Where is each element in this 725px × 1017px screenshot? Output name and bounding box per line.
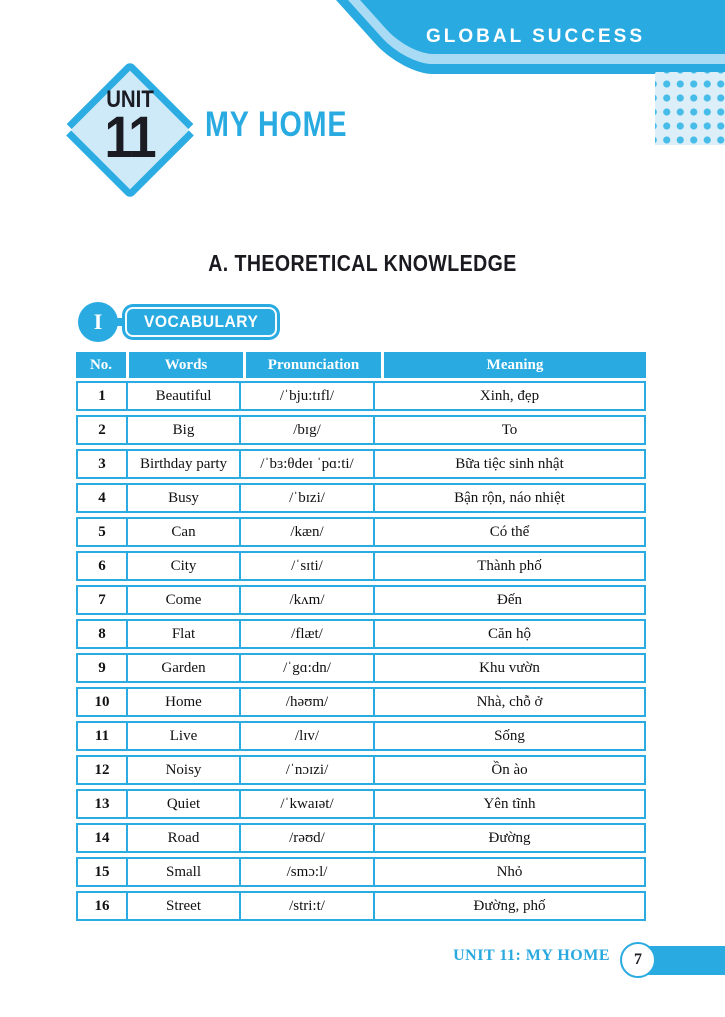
cell-meaning: Bận rộn, náo nhiệt [373, 485, 644, 511]
cell-no: 16 [94, 897, 110, 914]
brand-title: GLOBAL SUCCESS [425, 26, 645, 47]
cell-no: 11 [94, 727, 110, 744]
cell-word: Flat [126, 621, 239, 647]
table-row [76, 857, 646, 887]
cell-no: 15 [94, 863, 110, 880]
cell-word: Big [126, 417, 239, 443]
cell-pronunciation: /ˈbɜ:θdeɪ ˈpɑ:ti/ [239, 451, 373, 477]
cell-pronunciation: /smɔ:l/ [239, 859, 373, 885]
cell-word: City [126, 553, 239, 579]
vocab-table [76, 352, 646, 925]
cell-no: 1 [98, 387, 106, 404]
vocab-index-label: I [93, 309, 103, 334]
cell-word: Small [126, 859, 239, 885]
cell-pronunciation: /bɪg/ [239, 417, 373, 443]
unit-badge-label: UNIT [106, 86, 154, 113]
cell-no: 8 [98, 625, 106, 642]
page-number: 7 [634, 951, 642, 968]
cell-pronunciation: /kæn/ [239, 519, 373, 545]
cell-word: Busy [126, 485, 239, 511]
cell-no: 5 [98, 523, 106, 540]
cell-meaning: Ồn ào [373, 757, 644, 783]
cell-meaning: Đường, phố [373, 893, 644, 919]
cell-pronunciation: /ˈnɔɪzi/ [239, 757, 373, 783]
table-row [76, 687, 646, 717]
table-row [76, 721, 646, 751]
cell-no: 9 [98, 659, 106, 676]
vocab-index-badge [78, 302, 118, 342]
cell-pronunciation: /ˈbju:tɪfl/ [239, 383, 373, 409]
cell-pronunciation: /kʌm/ [239, 587, 373, 613]
cell-no: 13 [94, 795, 110, 812]
table-row [76, 585, 646, 615]
cell-no: 14 [94, 829, 110, 846]
cell-meaning: Đến [373, 587, 644, 613]
cell-meaning: Có thể [373, 519, 644, 545]
cell-meaning: Khu vườn [373, 655, 644, 681]
cell-word: Beautiful [126, 383, 239, 409]
cell-no: 6 [98, 557, 106, 574]
cell-word: Live [126, 723, 239, 749]
vocab-table-header [76, 352, 646, 378]
cell-pronunciation: /rəʊd/ [239, 825, 373, 851]
cell-no: 7 [98, 591, 106, 608]
footer-unit-label: UNIT 11: MY HOME [453, 947, 610, 964]
cell-pronunciation: /flæt/ [239, 621, 373, 647]
cell-word: Can [126, 519, 239, 545]
table-row [76, 755, 646, 785]
table-row [76, 789, 646, 819]
table-row [76, 483, 646, 513]
vocab-table-body [76, 381, 646, 921]
column-header-no: No. [76, 352, 126, 378]
cell-meaning: Nhỏ [373, 859, 644, 885]
dot-grid-decoration [655, 72, 725, 145]
cell-word: Road [126, 825, 239, 851]
cell-word: Birthday party [126, 451, 239, 477]
cell-pronunciation: /lɪv/ [239, 723, 373, 749]
unit-title: MY HOME [205, 105, 348, 144]
vocab-section-badge [122, 304, 280, 340]
cell-meaning: Căn hộ [373, 621, 644, 647]
table-row [76, 517, 646, 547]
cell-pronunciation: /ˈgɑ:dn/ [239, 655, 373, 681]
cell-meaning: Đường [373, 825, 644, 851]
cell-pronunciation: /həʊm/ [239, 689, 373, 715]
cell-pronunciation: /stri:t/ [239, 893, 373, 919]
cell-meaning: To [373, 417, 644, 443]
table-row [76, 823, 646, 853]
cell-no: 10 [94, 693, 110, 710]
table-row [76, 449, 646, 479]
cell-word: Noisy [126, 757, 239, 783]
cell-meaning: Xinh, đẹp [373, 383, 644, 409]
cell-pronunciation: /ˈsɪti/ [239, 553, 373, 579]
cell-word: Garden [126, 655, 239, 681]
table-row [76, 619, 646, 649]
table-row [76, 415, 646, 445]
cell-no: 2 [98, 421, 106, 438]
vocab-section-label: VOCABULARY [143, 312, 259, 331]
cell-meaning: Thành phố [373, 553, 644, 579]
cell-word: Home [126, 689, 239, 715]
cell-no: 3 [98, 455, 106, 472]
column-header-words: Words [129, 352, 243, 378]
cell-meaning: Bữa tiệc sinh nhật [373, 451, 644, 477]
cell-meaning: Sống [373, 723, 644, 749]
cell-no: 12 [94, 761, 110, 778]
table-row [76, 381, 646, 411]
cell-meaning: Nhà, chỗ ở [373, 689, 644, 715]
cell-pronunciation: /ˈkwaɪət/ [239, 791, 373, 817]
column-header-meaning: Meaning [384, 352, 646, 378]
section-heading: A. THEORETICAL KNOWLEDGE [208, 250, 517, 276]
cell-word: Quiet [126, 791, 239, 817]
table-row [76, 891, 646, 921]
cell-pronunciation: /ˈbɪzi/ [239, 485, 373, 511]
cell-word: Come [126, 587, 239, 613]
page-number-badge [620, 942, 656, 978]
cell-no: 4 [98, 489, 106, 506]
table-row [76, 551, 646, 581]
unit-badge-text [81, 86, 179, 170]
table-row [76, 653, 646, 683]
cell-word: Street [126, 893, 239, 919]
cell-meaning: Yên tĩnh [373, 791, 644, 817]
unit-badge-number: 11 [104, 105, 156, 170]
column-header-pronunciation: Pronunciation [246, 352, 381, 378]
